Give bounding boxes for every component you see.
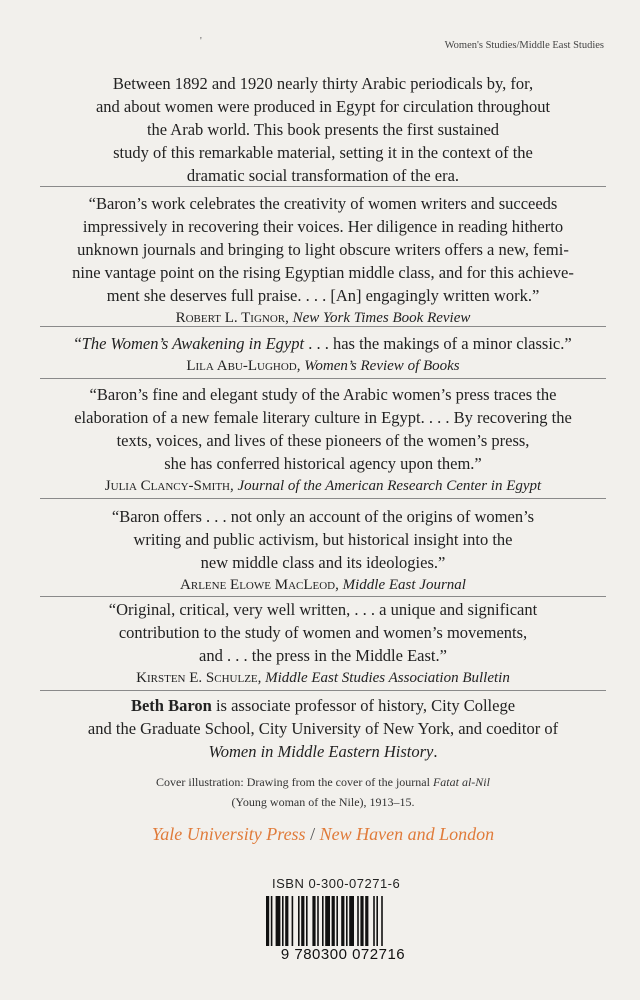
barcode-bar [332,896,335,946]
barcode-digits: 9 780300 072716 [280,946,406,963]
review-line: unknown journals and bringing to light obscure writers offers a new, femi- [77,240,569,259]
description-line: the Arab world. This book presents the first sustained [146,120,500,139]
review-source: Middle East Studies Association Bulletin [265,670,510,686]
review-5 [40,598,606,690]
barcode-bar [336,896,338,946]
reviewer-name: Kirsten E. Schulze [136,670,258,686]
review-line: “Baron’s work celebrates the creativity of women writers and succeeds [88,194,558,213]
author-name: Beth Baron [130,696,212,715]
barcode-bar [292,896,294,946]
review-2 [40,332,606,378]
review-line: impressively in recovering their voices. Her diligence in reading hitherto [82,217,564,236]
review-line: “Baron offers . . . not only an account of the origins of women’s [111,507,535,526]
review-attribution: Robert L. Tignor, New York Times Book Review [175,310,471,326]
review-text: . . . has the makings of a minor classic.” [304,334,572,353]
review-line: “Baron’s fine and elegant study of the Arabic women’s press traces the [89,385,557,404]
bio-line: and the Graduate School, City University of New York, and coeditor of [87,719,559,738]
barcode-bar [373,896,375,946]
description-line: and about women were produced in Egypt for circulation throughout [95,97,551,116]
stray-mark: ' [200,36,202,47]
category-label: Women's Studies/Middle East Studies [444,40,604,51]
cover-credit [40,772,606,812]
barcode-bar [357,896,359,946]
barcode-bar [271,896,273,946]
barcode-bar [276,896,281,946]
review-line: she has conferred historical agency upon them.” [164,454,482,473]
reviewer-name: Robert L. Tignor [175,310,286,326]
bio-text: is associate professor of history, City College [211,696,516,715]
coedited-book: Women in Middle Eastern History [208,742,434,761]
bio-line [40,694,606,717]
review-line: writing and public activism, but historical insight into the [133,530,513,549]
review-line: contribution to the study of women and women’s movements, [118,623,528,642]
review-4 [40,505,606,597]
divider [40,498,606,499]
publisher-place: New Haven and London [319,824,495,844]
barcode-bar [365,896,368,946]
divider [40,378,606,379]
barcode-bar [381,896,383,946]
review-source: Middle East Journal [342,577,466,593]
divider [40,596,606,597]
credit-line [40,772,606,792]
reviewer-name: Lila Abu-Lughod [186,358,297,374]
review-attribution: Julia Clancy-Smith, Journal of the American Research Center in Egypt [104,478,542,494]
review-line: new middle class and its ideologies.” [200,553,446,572]
barcode-bar [317,896,319,946]
reviewer-name: Arlene Elowe MacLeod [180,577,336,593]
publisher-separator: / [305,824,320,844]
barcode-bar [266,896,269,946]
review-line: “Original, critical, very well written, . . . a unique and significant [108,600,538,619]
review-3 [40,383,606,498]
credit-line: (Young woman of the Nile), 1913–15. [231,795,415,809]
barcode-bar [285,896,288,946]
review-1 [40,192,606,330]
description-line: Between 1892 and 1920 nearly thirty Arabic periodicals by, for, [112,74,534,93]
book-description [40,72,606,187]
bio-end: . [433,742,438,761]
barcode [262,896,424,986]
isbn-label: ISBN 0-300-07271-6 [272,876,401,891]
barcode-bar [325,896,330,946]
barcode-bar [322,896,324,946]
review-source: Women’s Review of Books [304,358,460,374]
barcode-bar [341,896,344,946]
description-line: dramatic social transformation of the era. [186,166,460,185]
review-source: Journal of the American Research Center in Egypt [237,478,542,494]
review-line [40,332,606,355]
barcode-bar [349,896,354,946]
review-line: and . . . the press in the Middle East.” [199,646,447,665]
review-attribution: Lila Abu-Lughod, Women’s Review of Books [186,358,460,374]
credit-prefix: Cover illustration: Drawing from the cover of the journal [156,775,433,789]
review-source: New York Times Book Review [292,310,471,326]
review-line: ment she deserves full praise. . . . [An] engagingly written work.” [106,286,540,305]
author-bio [40,694,606,763]
barcode-bar [298,896,300,946]
barcode-bar [376,896,378,946]
review-attribution: Kirsten E. Schulze, Middle East Studies Association Bulletin [136,670,510,686]
barcode-bar [282,896,284,946]
publisher-name: Yale University Press [151,824,306,844]
review-line: elaboration of a new female literary culture in Egypt. . . . By recovering the [74,408,572,427]
review-attribution: Arlene Elowe MacLeod, Middle East Journal [180,577,466,593]
bio-line [40,740,606,763]
review-line: nine vantage point on the rising Egyptian middle class, and for this achieve- [72,263,574,282]
publisher-imprint [40,824,606,845]
barcode-bar [346,896,348,946]
barcode-bar [360,896,363,946]
barcode-bars [262,896,424,946]
divider [40,326,606,327]
review-line: texts, voices, and lives of these pioneers of the women’s press, [116,431,530,450]
barcode-bar [312,896,315,946]
reviewer-name: Julia Clancy-Smith [104,478,230,494]
barcode-bar [301,896,304,946]
divider [40,690,606,691]
divider [40,186,606,187]
description-line: study of this remarkable material, setting it in the context of the [113,143,533,162]
barcode-bar [306,896,308,946]
quote-open: “ [74,334,82,353]
book-title: The Women’s Awakening in Egypt [81,334,305,353]
journal-name: Fatat al-Nil [432,775,490,789]
